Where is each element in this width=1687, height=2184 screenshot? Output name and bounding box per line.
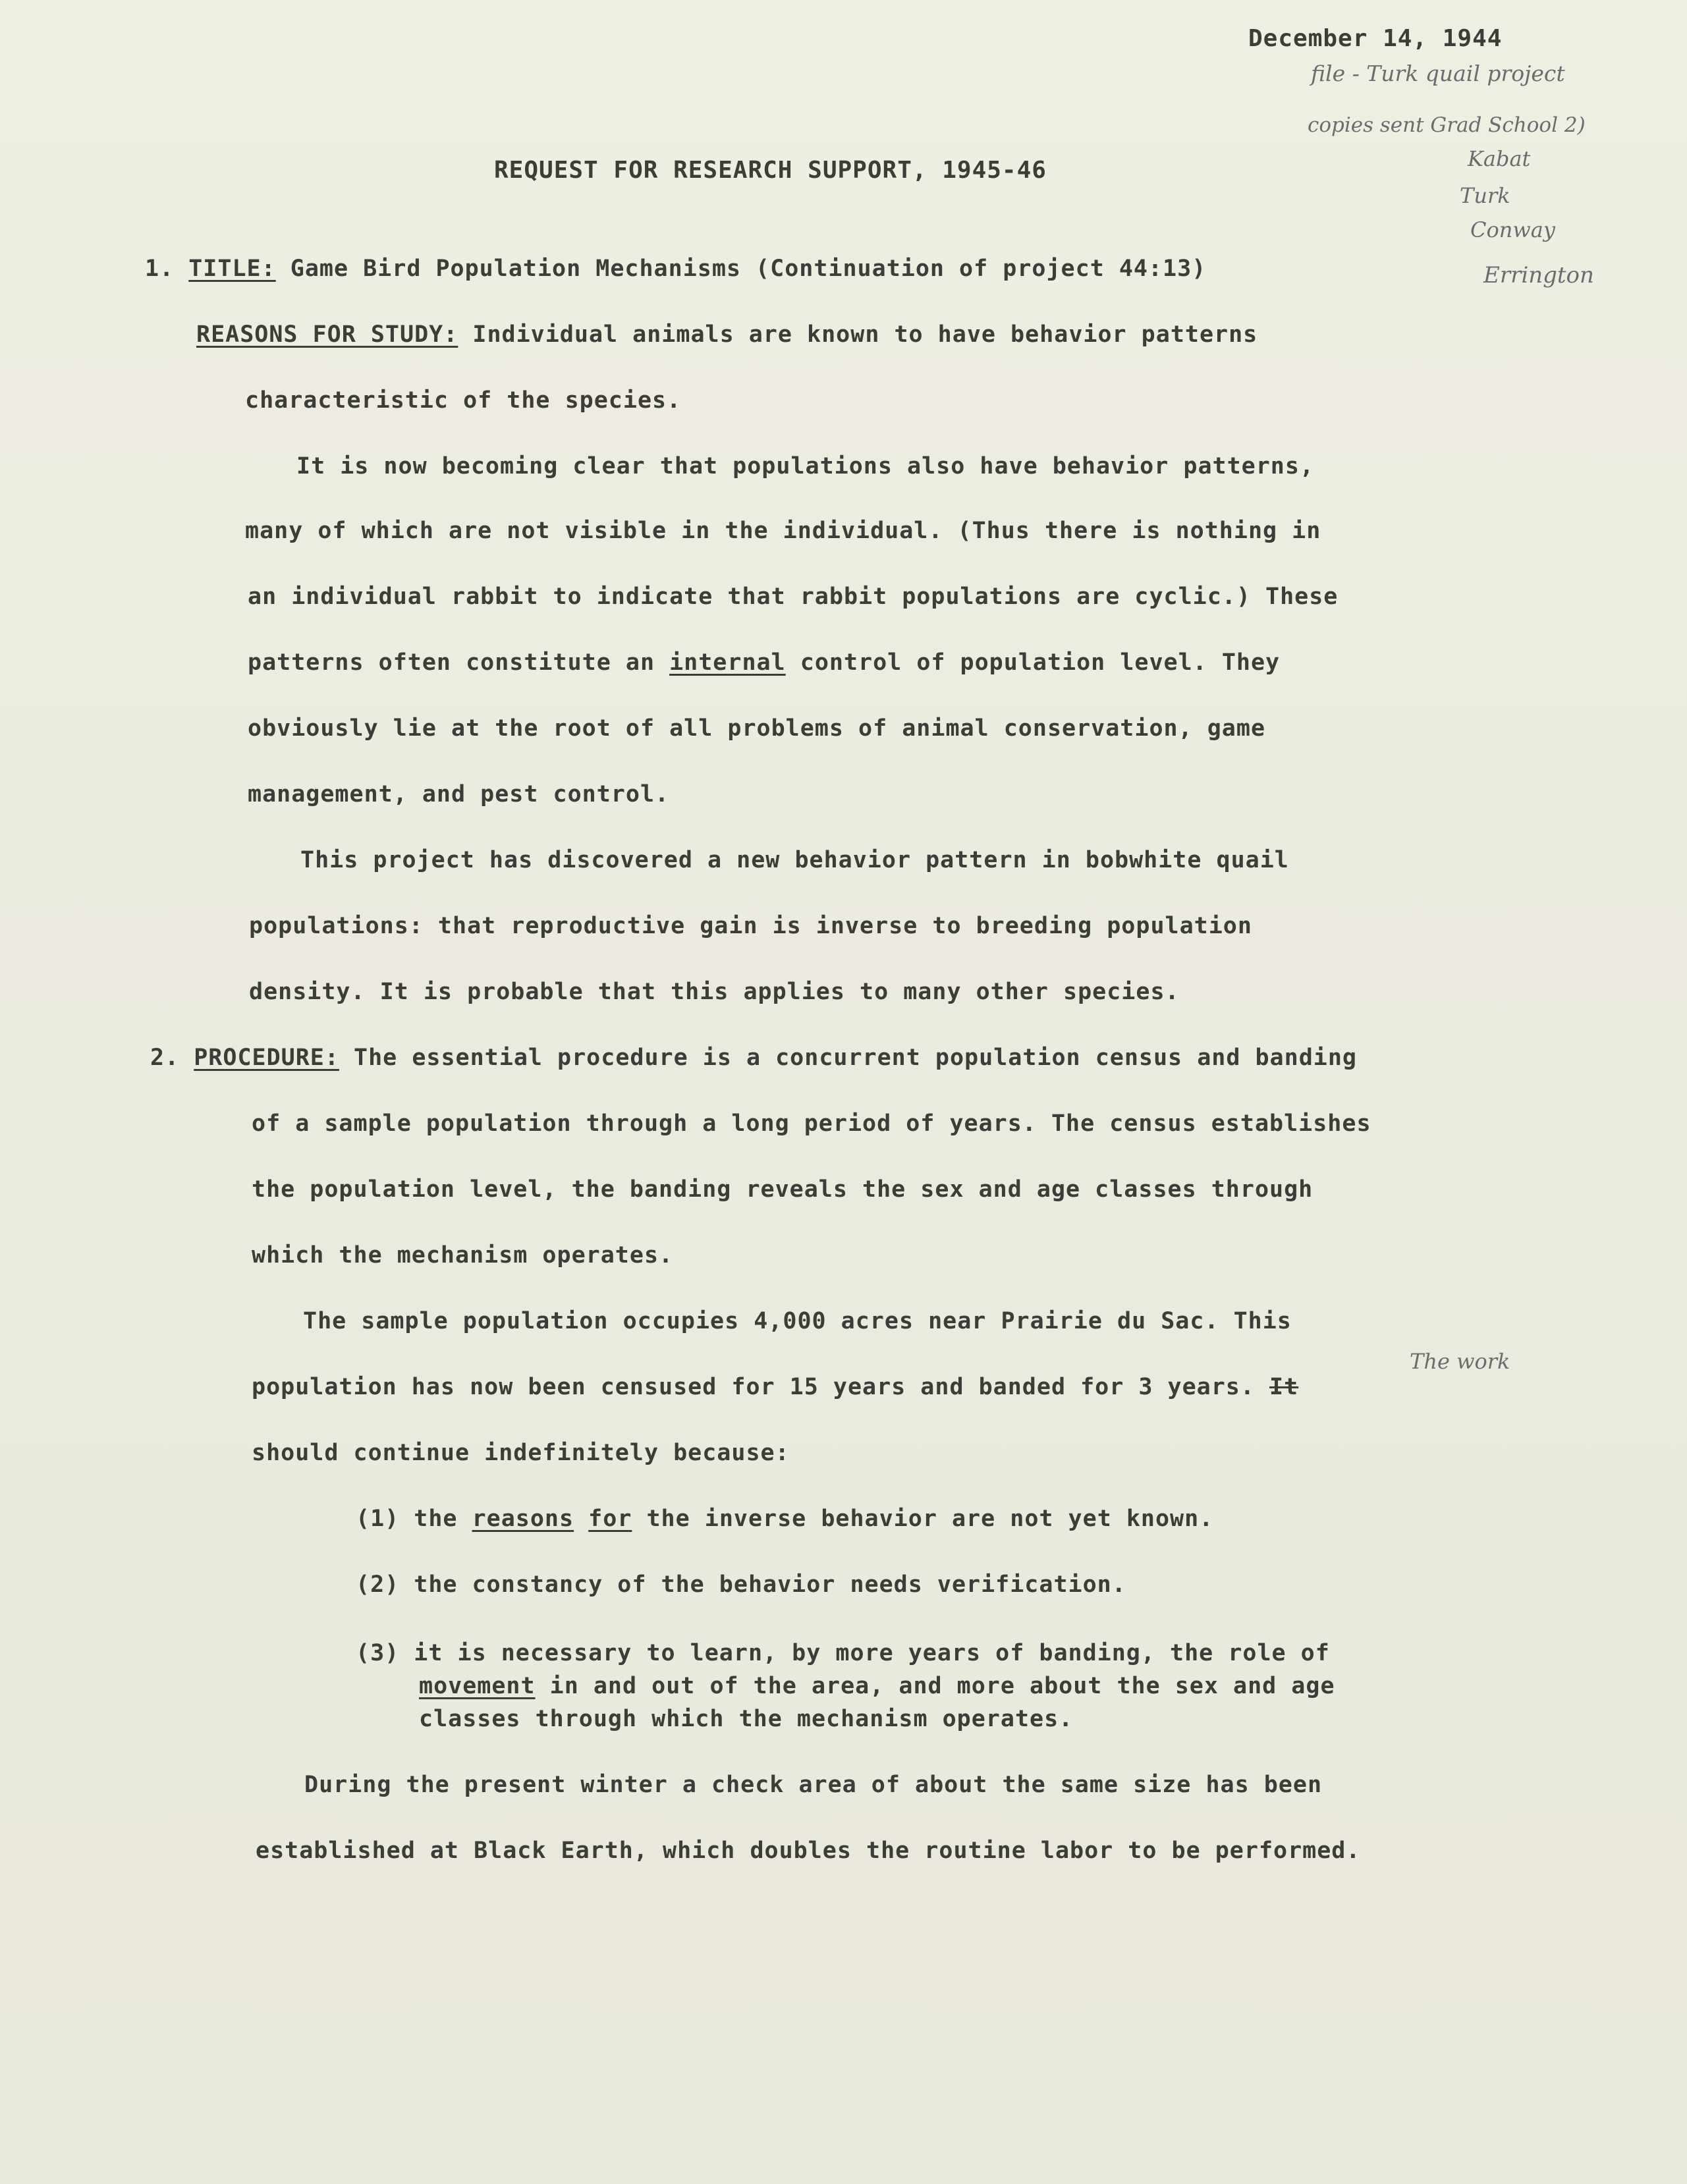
s1-p2-line-2: many of which are not visible in the individual. (Thus there is nothing in bbox=[245, 518, 1321, 544]
s2-p2-line-2 bbox=[252, 1374, 1298, 1400]
s1-p2-line-4-b: control of population level. They bbox=[785, 649, 1281, 676]
item-3-line-3: classes through which the mechanism operates. bbox=[419, 1706, 1074, 1732]
s1-p3-line-2: populations: that reproductive gain is inverse to breeding population bbox=[249, 913, 1252, 939]
title-label: TITLE: bbox=[188, 256, 276, 282]
handwritten-file-note: file - Turk quail project bbox=[1311, 61, 1565, 86]
s1-p2-line-3: an individual rabbit to indicate that rabbit populations are cyclic.) These bbox=[248, 584, 1339, 610]
struck-it: It bbox=[1269, 1374, 1299, 1400]
s2-line-2: of a sample population through a long period of years. The census establishes bbox=[252, 1110, 1371, 1137]
handwritten-insertion: The work bbox=[1410, 1349, 1510, 1374]
s2-p3-line-2: established at Black Earth, which doubles the routine labor to be performed. bbox=[256, 1838, 1361, 1864]
project-title-text: Game Bird Population Mechanisms (Continuation of project 44:13) bbox=[290, 256, 1207, 282]
s1-p3-line-1: This project has discovered a new behavior pattern in bobwhite quail bbox=[300, 847, 1289, 873]
item-1-mid bbox=[574, 1506, 588, 1532]
handwritten-name-errington: Errington bbox=[1483, 262, 1594, 288]
section-1-number: 1. bbox=[145, 256, 175, 282]
reasons-line-1 bbox=[196, 321, 1258, 348]
reasons-label: REASONS FOR STUDY: bbox=[196, 321, 458, 348]
item-1-pre: the bbox=[399, 1506, 472, 1532]
s1-p2-line-6: management, and pest control. bbox=[248, 781, 670, 807]
movement-underlined: movement bbox=[419, 1673, 536, 1699]
item-3-line-2 bbox=[419, 1673, 1335, 1699]
item-1 bbox=[356, 1506, 1213, 1532]
handwritten-name-conway: Conway bbox=[1470, 217, 1555, 242]
reasons-line-2: characteristic of the species. bbox=[245, 387, 682, 414]
handwritten-copies-note: copies sent Grad School 2) bbox=[1308, 113, 1586, 137]
item-3-number: (3) bbox=[356, 1640, 400, 1666]
s2-line-4: which the mechanism operates. bbox=[252, 1242, 674, 1269]
reasons-underlined: reasons bbox=[472, 1506, 574, 1532]
s1-p2-line-5: obviously lie at the root of all problems of animal conservation, game bbox=[248, 715, 1266, 742]
s2-p3-line-1: During the present winter a check area of about the same size has been bbox=[304, 1772, 1323, 1798]
s1-p3-line-3: density. It is probable that this applies to many other species. bbox=[249, 979, 1180, 1005]
item-3-text-1: it is necessary to learn, by more years of banding, the role of bbox=[399, 1640, 1330, 1666]
s2-p2-line-1: The sample population occupies 4,000 acres near Prairie du Sac. This bbox=[303, 1308, 1292, 1334]
s1-p2-line-4 bbox=[248, 649, 1280, 676]
internal-underlined: internal bbox=[669, 649, 786, 676]
document-title: REQUEST FOR RESEARCH SUPPORT, 1945-46 bbox=[494, 157, 1047, 184]
handwritten-name-kabat: Kabat bbox=[1468, 146, 1531, 171]
document-date: December 14, 1944 bbox=[1248, 25, 1503, 52]
section-2-number: 2. bbox=[150, 1045, 180, 1071]
s1-p2-line-4-a: patterns often constitute an bbox=[248, 649, 670, 676]
procedure-text-1: The essential procedure is a concurrent population census and banding bbox=[354, 1045, 1357, 1071]
s2-p2-line-3: should continue indefinitely because: bbox=[252, 1440, 790, 1466]
reasons-text-1: Individual animals are known to have behavior patterns bbox=[472, 321, 1258, 348]
item-3-text-2: in and out of the area, and more about the sex and age bbox=[535, 1673, 1335, 1699]
procedure-label: PROCEDURE: bbox=[194, 1045, 339, 1071]
item-1-post: the inverse behavior are not yet known. bbox=[632, 1506, 1214, 1532]
item-3-line-1 bbox=[356, 1640, 1330, 1666]
s1-p2-line-1: It is now becoming clear that populations also have behavior patterns, bbox=[296, 453, 1315, 479]
s2-line-3: the population level, the banding reveals the sex and age classes through bbox=[252, 1176, 1314, 1203]
for-underlined: for bbox=[588, 1506, 632, 1532]
section-2-line-1 bbox=[150, 1045, 1357, 1071]
section-1-title-line bbox=[145, 256, 1206, 282]
handwritten-name-turk: Turk bbox=[1460, 183, 1510, 208]
item-2 bbox=[356, 1571, 1126, 1598]
item-1-number: (1) bbox=[356, 1506, 400, 1532]
s2-p2-line-2-a: population has now been censused for 15 years and banded for 3 years. bbox=[252, 1374, 1270, 1400]
item-2-number: (2) bbox=[356, 1571, 400, 1598]
item-2-text: the constancy of the behavior needs verification. bbox=[399, 1571, 1126, 1598]
